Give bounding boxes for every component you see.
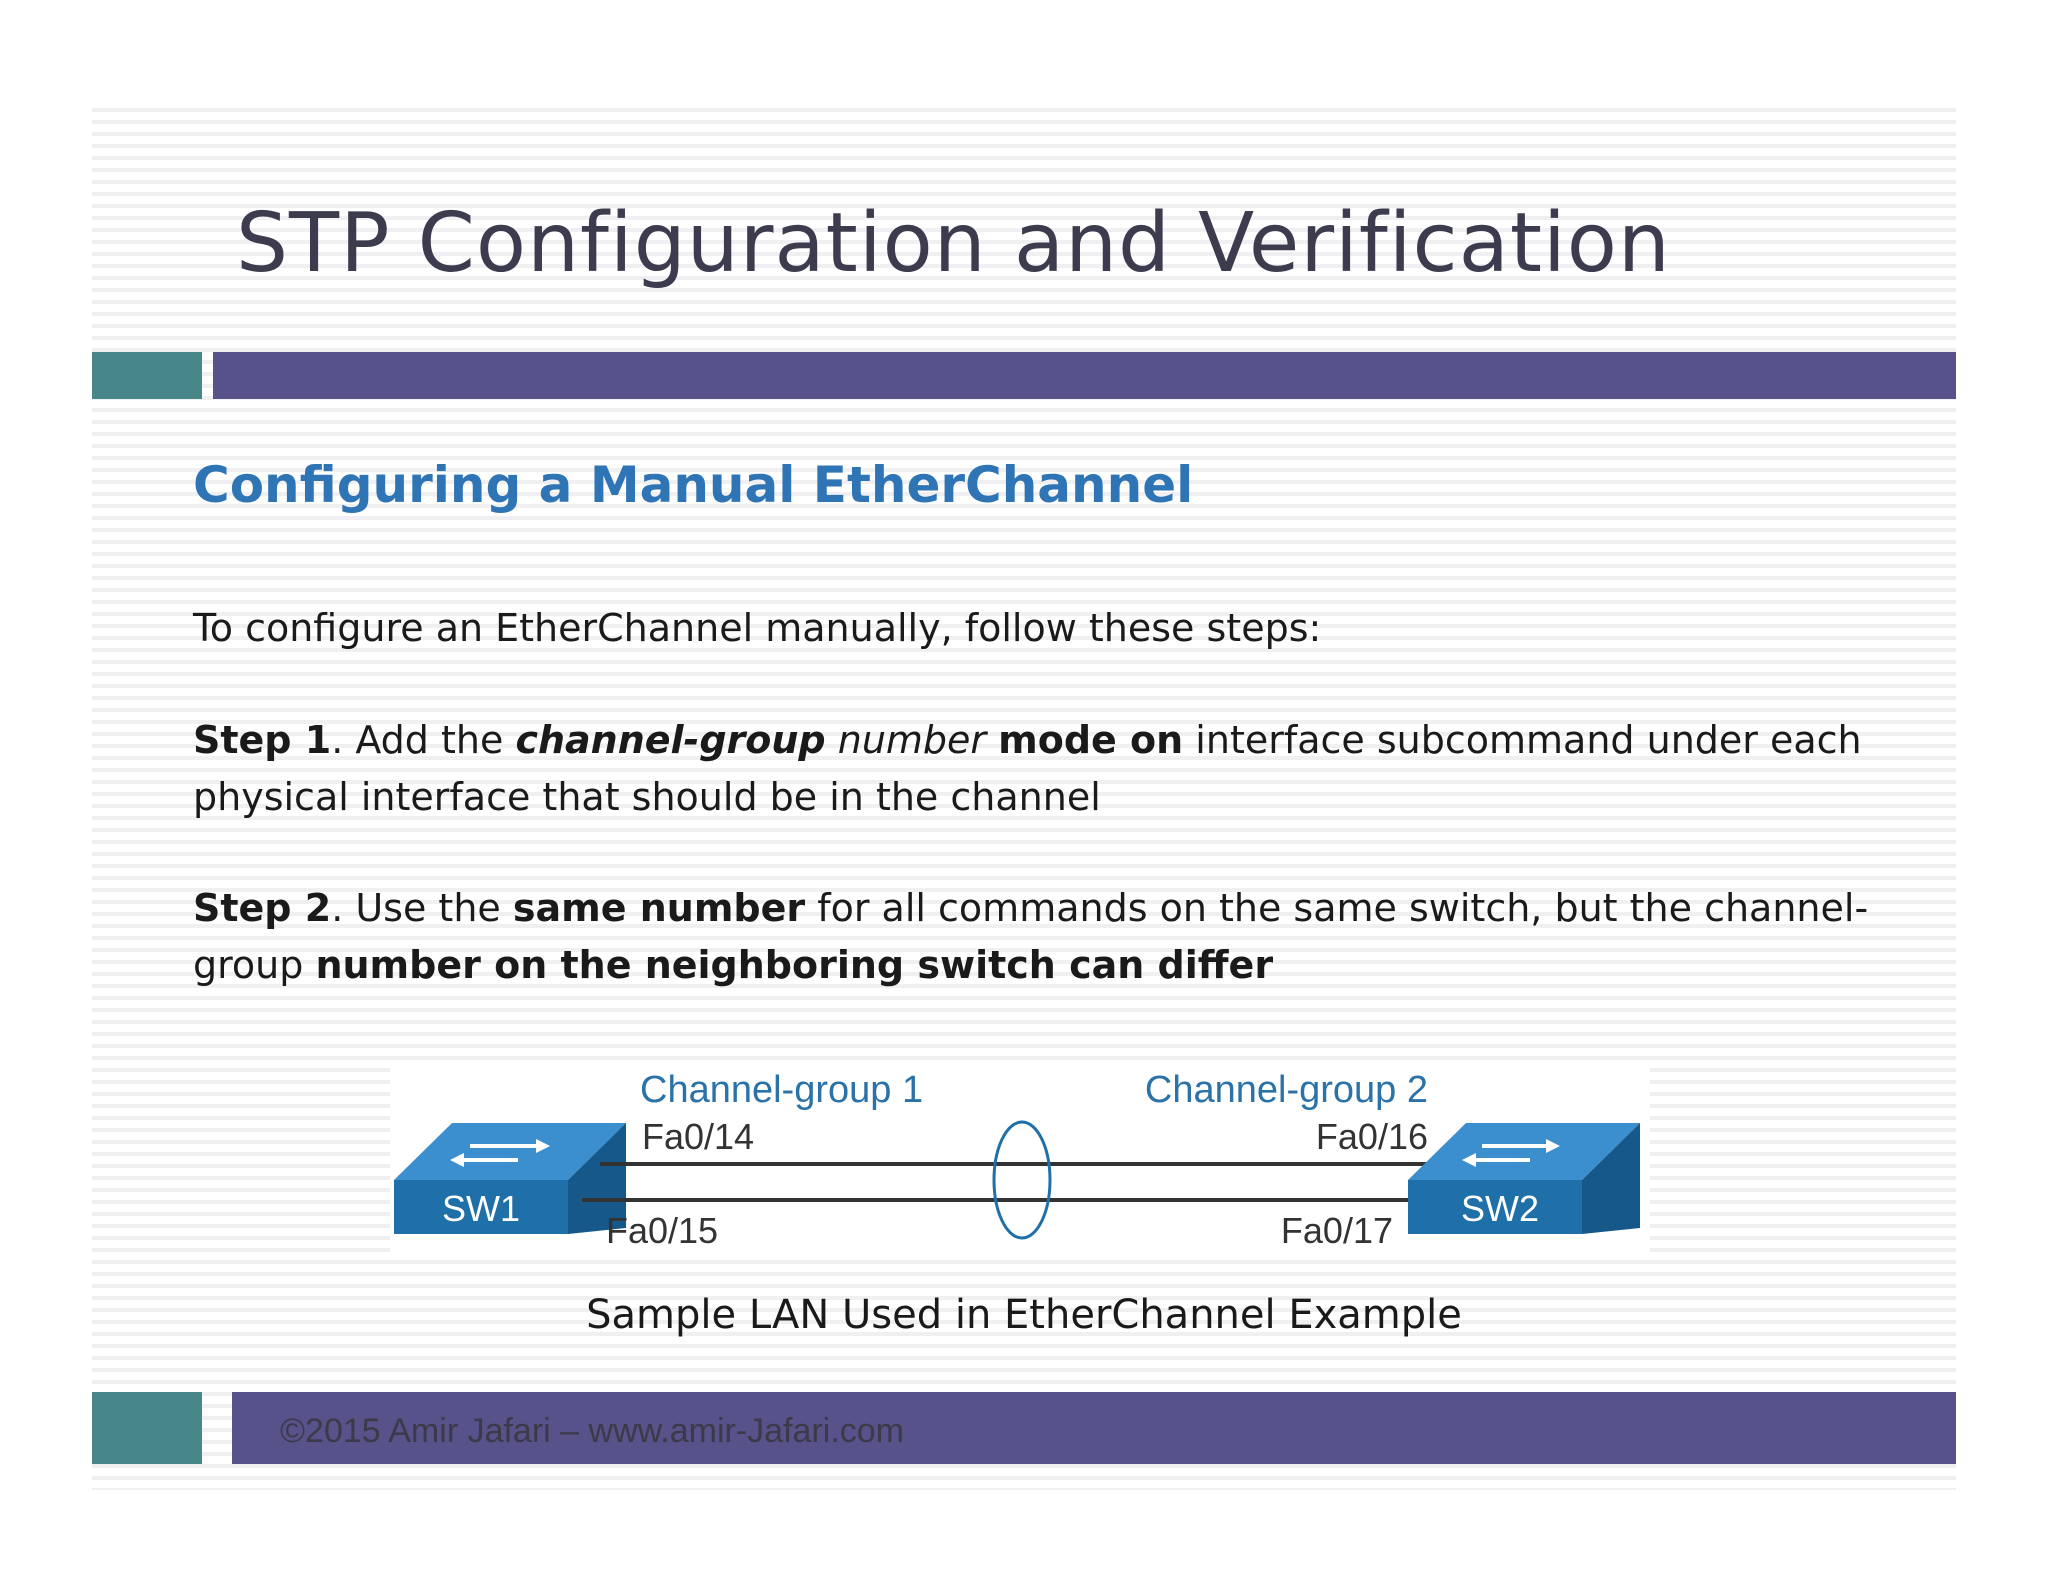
step-1-text-c	[986, 718, 998, 762]
section-heading: Configuring a Manual EtherChannel	[193, 456, 1194, 514]
etherchannel-diagram	[390, 1060, 1650, 1260]
sw2-label: SW2	[1460, 1188, 1540, 1229]
footer-copyright: ©2015 Amir Jafari – www.amir-Jafari.com	[280, 1412, 905, 1450]
step-1-argument: number	[837, 718, 987, 762]
header-accent-purple	[213, 352, 1956, 399]
port-fa0-17: Fa0/17	[1280, 1210, 1393, 1251]
step-1-text-b	[826, 718, 838, 762]
port-fa0-15: Fa0/15	[606, 1210, 719, 1251]
intro-text: To configure an EtherChannel manually, follow these steps:	[193, 606, 1322, 650]
slide-title: STP Configuration and Verification	[236, 196, 1671, 291]
sw1-label: SW1	[441, 1188, 521, 1229]
step-2-bold-b: number on the neighboring switch can differ	[315, 943, 1274, 987]
step-2	[193, 880, 1873, 994]
header-accent-teal	[92, 352, 202, 399]
channel-group-2-label: Channel-group 2	[1144, 1069, 1428, 1111]
diagram-caption: Sample LAN Used in EtherChannel Example	[586, 1292, 1462, 1338]
step-1-mode: mode on	[998, 718, 1184, 762]
step-1-text-a: . Add the	[331, 718, 516, 762]
step-1	[193, 712, 1873, 826]
channel-group-1-label: Channel-group 1	[640, 1069, 924, 1111]
step-2-text-b: for all commands on the same switch, but the channel-group	[193, 886, 1869, 987]
step-1-label: Step 1	[193, 718, 332, 762]
step-1-command: channel-group	[515, 718, 826, 762]
step-1-text-d: interface subcommand under each physical interface that should be in the channel	[193, 718, 1862, 819]
footer-accent-teal	[92, 1392, 202, 1464]
step-2-label: Step 2	[193, 886, 332, 930]
port-fa0-14: Fa0/14	[642, 1116, 755, 1157]
step-2-text-a: . Use the	[331, 886, 513, 930]
port-fa0-16: Fa0/16	[1315, 1116, 1428, 1157]
step-2-bold-a: same number	[512, 886, 806, 930]
